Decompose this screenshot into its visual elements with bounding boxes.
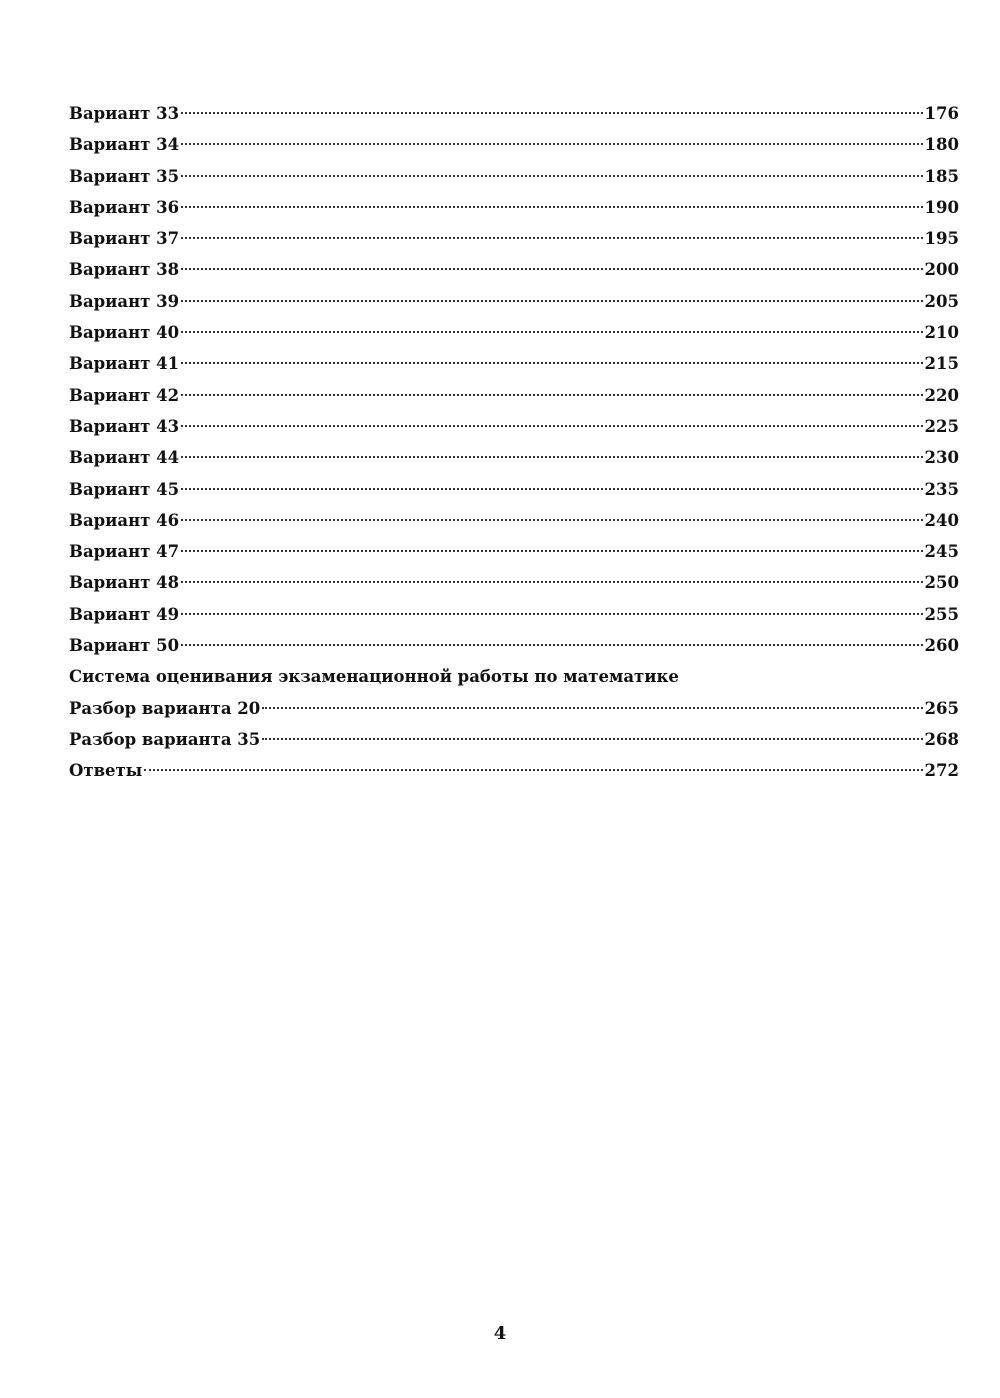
dot-leader	[181, 112, 922, 114]
dot-leader	[181, 550, 922, 552]
toc-entry[interactable]	[69, 536, 959, 567]
dot-leader	[181, 362, 922, 364]
dot-leader	[181, 331, 922, 333]
dot-leader	[181, 425, 922, 427]
toc-entry-label: Вариант 36	[69, 197, 180, 217]
toc-entry[interactable]	[69, 348, 959, 379]
toc-entry[interactable]	[69, 380, 959, 411]
toc-section-heading: Система оценивания экзаменационной работы по математике	[69, 667, 679, 687]
toc-entry-page: 210	[924, 323, 959, 343]
toc-entry[interactable]	[69, 286, 959, 317]
toc-entry-page: 230	[924, 448, 959, 468]
toc-entry[interactable]	[69, 599, 959, 630]
toc-entry[interactable]	[69, 192, 959, 223]
toc-entry-label: Ответы	[69, 761, 143, 781]
dot-leader	[262, 738, 922, 740]
dot-leader	[181, 581, 922, 583]
toc-entry-page: 260	[924, 636, 959, 656]
toc-entry-page: 245	[924, 542, 959, 562]
toc-entry[interactable]	[69, 755, 959, 786]
toc-entry-page: 215	[924, 354, 959, 374]
toc-entry-page: 200	[924, 260, 959, 280]
toc-entry-label: Вариант 37	[69, 229, 180, 249]
toc-entry-label: Вариант 46	[69, 510, 180, 530]
toc-entry-page: 255	[924, 604, 959, 624]
toc-entry-label: Вариант 49	[69, 604, 180, 624]
toc-entry-label: Вариант 45	[69, 479, 180, 499]
toc-entry-page: 272	[924, 761, 959, 781]
table-of-contents	[69, 98, 959, 787]
toc-entry-label: Вариант 34	[69, 135, 180, 155]
toc-entry-page: 225	[924, 416, 959, 436]
toc-entry-label: Разбор варианта 35	[69, 729, 261, 749]
toc-entry[interactable]	[69, 724, 959, 755]
dot-leader	[181, 268, 922, 270]
toc-entry-label: Вариант 44	[69, 448, 180, 468]
toc-entry-label: Вариант 38	[69, 260, 180, 280]
toc-entry-page: 176	[924, 104, 959, 123]
toc-entry[interactable]	[69, 474, 959, 505]
dot-leader	[144, 769, 922, 771]
toc-entry-label: Вариант 39	[69, 291, 180, 311]
toc-entry-page: 205	[924, 291, 959, 311]
toc-entry-label: Вариант 41	[69, 354, 180, 374]
dot-leader	[181, 456, 922, 458]
toc-entry[interactable]	[69, 223, 959, 254]
toc-entry[interactable]	[69, 442, 959, 473]
dot-leader	[181, 644, 922, 646]
toc-entry-page: 195	[924, 229, 959, 249]
toc-entry[interactable]	[69, 567, 959, 598]
toc-entry-page: 180	[924, 135, 959, 155]
toc-entry[interactable]	[69, 129, 959, 160]
toc-entry[interactable]	[69, 161, 959, 192]
dot-leader	[181, 394, 922, 396]
dot-leader	[181, 237, 922, 239]
toc-entry-label: Вариант 35	[69, 166, 180, 186]
dot-leader	[181, 300, 922, 302]
toc-entry-label: Вариант 48	[69, 573, 180, 593]
dot-leader	[181, 175, 922, 177]
toc-entry-page: 190	[924, 197, 959, 217]
toc-entry-label: Вариант 47	[69, 542, 180, 562]
toc-entry-label: Разбор варианта 20	[69, 698, 261, 718]
dot-leader	[181, 206, 922, 208]
toc-entry[interactable]	[69, 505, 959, 536]
toc-entry-label: Вариант 33	[69, 104, 180, 123]
toc-entry-label: Вариант 40	[69, 323, 180, 343]
toc-entry-label: Вариант 50	[69, 636, 180, 656]
dot-leader	[181, 519, 922, 521]
toc-entry-page: 265	[924, 698, 959, 718]
toc-entry-label: Вариант 42	[69, 385, 180, 405]
dot-leader	[181, 143, 922, 145]
toc-entry-page: 250	[924, 573, 959, 593]
toc-entry-page: 185	[924, 166, 959, 186]
dot-leader	[181, 488, 922, 490]
toc-entry[interactable]	[69, 317, 959, 348]
toc-entry[interactable]	[69, 630, 959, 661]
toc-entry-page: 235	[924, 479, 959, 499]
toc-entry-label: Вариант 43	[69, 416, 180, 436]
page-number: 4	[493, 1323, 507, 1344]
toc-entry[interactable]	[69, 98, 959, 129]
toc-entry[interactable]	[69, 693, 959, 724]
toc-entry-page: 220	[924, 385, 959, 405]
toc-entry[interactable]	[69, 254, 959, 285]
toc-entry-page: 268	[924, 729, 959, 749]
toc-entry[interactable]	[69, 411, 959, 442]
toc-entry-page: 240	[924, 510, 959, 530]
dot-leader	[262, 707, 922, 709]
dot-leader	[181, 613, 922, 615]
